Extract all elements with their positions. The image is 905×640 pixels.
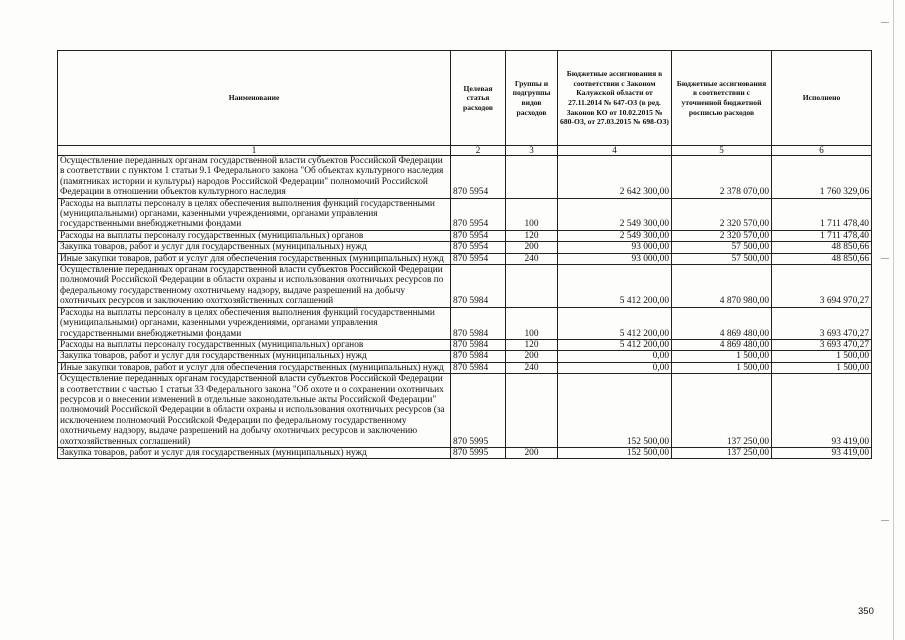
row-done-amount: 93 419,00 xyxy=(772,374,872,448)
row-name: Закупка товаров, работ и услуг для государственных (муниципальных) нужд xyxy=(58,447,451,458)
table-row xyxy=(58,447,872,458)
row-done-amount: 1 500,00 xyxy=(772,362,872,373)
header-row xyxy=(58,51,872,146)
row-done-amount: 1 711 478,40 xyxy=(772,198,872,230)
row-group-code: 200 xyxy=(506,242,558,253)
scan-edge-tick xyxy=(881,258,889,259)
table-row xyxy=(58,339,872,350)
row-target-code: 870 5995 xyxy=(451,374,506,448)
scan-edge-line xyxy=(893,0,894,640)
row-law-amount: 5 412 200,00 xyxy=(558,265,672,308)
row-name: Расходы на выплаты персоналу государственных (муниципальных) органов xyxy=(58,339,451,350)
row-done-amount: 48 850,66 xyxy=(772,242,872,253)
row-target-code: 870 5984 xyxy=(451,265,506,308)
table-row xyxy=(58,230,872,241)
row-law-amount: 93 000,00 xyxy=(558,253,672,264)
row-refined-amount: 2 320 570,00 xyxy=(672,230,772,241)
row-refined-amount: 57 500,00 xyxy=(672,242,772,253)
row-target-code: 870 5954 xyxy=(451,253,506,264)
row-name: Иные закупки товаров, работ и услуг для обеспечения государственных (муниципальных) нужд xyxy=(58,253,451,264)
column-number: 3 xyxy=(506,146,558,156)
header-target: Целевая статья расходов xyxy=(451,51,506,146)
row-group-code xyxy=(506,156,558,199)
row-group-code xyxy=(506,265,558,308)
column-number: 1 xyxy=(58,146,451,156)
row-refined-amount: 137 250,00 xyxy=(672,447,772,458)
row-refined-amount: 137 250,00 xyxy=(672,374,772,448)
row-target-code: 870 5954 xyxy=(451,156,506,199)
row-done-amount: 93 419,00 xyxy=(772,447,872,458)
table-row xyxy=(58,198,872,230)
budget-table xyxy=(57,50,872,459)
row-target-code: 870 5984 xyxy=(451,351,506,362)
row-law-amount: 5 412 200,00 xyxy=(558,307,672,339)
column-number: 6 xyxy=(772,146,872,156)
row-done-amount: 1 760 329,06 xyxy=(772,156,872,199)
row-refined-amount: 2 378 070,00 xyxy=(672,156,772,199)
row-law-amount: 5 412 200,00 xyxy=(558,339,672,350)
row-group-code: 200 xyxy=(506,447,558,458)
row-law-amount: 2 549 300,00 xyxy=(558,230,672,241)
row-refined-amount: 4 870 980,00 xyxy=(672,265,772,308)
header-law: Бюджетные ассигнования в соответствии с Законом Калужской области от 27.11.2014 № 647-ОЗ (в ред. Законов КО от 10.02.2015 № 680-ОЗ, от 27.03.2015 № 698-ОЗ) xyxy=(558,51,672,146)
row-law-amount: 2 642 300,00 xyxy=(558,156,672,199)
row-law-amount: 93 000,00 xyxy=(558,242,672,253)
row-name: Расходы на выплаты персоналу в целях обеспечения выполнения функций государственными (муниципальными) органами, казенными учреждениями, органами управления государственными внебюджетными фондами xyxy=(58,307,451,339)
header-refined: Бюджетные ассигнования в соответствии с уточненной бюджетной росписью расходов xyxy=(672,51,772,146)
scan-edge-tick xyxy=(881,22,889,23)
table-row xyxy=(58,351,872,362)
row-group-code: 120 xyxy=(506,339,558,350)
row-group-code: 100 xyxy=(506,198,558,230)
row-refined-amount: 2 320 570,00 xyxy=(672,198,772,230)
header-group: Группы и подгруппы видов расходов xyxy=(506,51,558,146)
scan-edge-tick xyxy=(881,520,889,521)
row-target-code: 870 5995 xyxy=(451,447,506,458)
row-law-amount: 2 549 300,00 xyxy=(558,198,672,230)
row-done-amount: 1 711 478,40 xyxy=(772,230,872,241)
row-target-code: 870 5954 xyxy=(451,198,506,230)
row-name: Расходы на выплаты персоналу в целях обеспечения выполнения функций государственными (муниципальными) органами, казенными учреждениями, органами управления государственными внебюджетными фондами xyxy=(58,198,451,230)
table-row xyxy=(58,242,872,253)
row-refined-amount: 1 500,00 xyxy=(672,362,772,373)
row-target-code: 870 5984 xyxy=(451,339,506,350)
row-name: Иные закупки товаров, работ и услуг для обеспечения государственных (муниципальных) нужд xyxy=(58,362,451,373)
row-target-code: 870 5984 xyxy=(451,307,506,339)
row-law-amount: 152 500,00 xyxy=(558,447,672,458)
column-number: 2 xyxy=(451,146,506,156)
row-target-code: 870 5954 xyxy=(451,242,506,253)
row-refined-amount: 57 500,00 xyxy=(672,253,772,264)
row-done-amount: 3 693 470,27 xyxy=(772,307,872,339)
row-name: Закупка товаров, работ и услуг для государственных (муниципальных) нужд xyxy=(58,351,451,362)
row-done-amount: 3 694 970,27 xyxy=(772,265,872,308)
row-done-amount: 1 500,00 xyxy=(772,351,872,362)
table-row xyxy=(58,253,872,264)
row-law-amount: 0,00 xyxy=(558,362,672,373)
row-name: Осуществление переданных органам государственной власти субъектов Российской Федерации в соответствии с пунктом 1 статьи 9.1 Федерального закона "Об объектах культурного наследия (памятниках истории и культуры) народов Российской Федерации" полномочий Российской Федерации в отношении объектов культурного наследия xyxy=(58,156,451,199)
row-done-amount: 48 850,66 xyxy=(772,253,872,264)
table-row xyxy=(58,265,872,308)
table-row xyxy=(58,374,872,448)
column-number-row xyxy=(58,146,872,156)
header-name: Наименование xyxy=(58,51,451,146)
column-number: 4 xyxy=(558,146,672,156)
row-law-amount: 152 500,00 xyxy=(558,374,672,448)
row-name: Расходы на выплаты персоналу государственных (муниципальных) органов xyxy=(58,230,451,241)
row-target-code: 870 5954 xyxy=(451,230,506,241)
row-name: Закупка товаров, работ и услуг для государственных (муниципальных) нужд xyxy=(58,242,451,253)
row-group-code: 240 xyxy=(506,253,558,264)
table-row xyxy=(58,362,872,373)
row-name: Осуществление переданных органам государственной власти субъектов Российской Федерации полномочий Российской Федерации в области охраны и использования охотничьих ресурсов по федеральному государственному охотничьему надзору, выдаче разрешений на добычу охотничьих ресурсов и заключению охотхозяйственных соглашений xyxy=(58,265,451,308)
row-target-code: 870 5984 xyxy=(451,362,506,373)
header-done: Исполнено xyxy=(772,51,872,146)
row-group-code: 200 xyxy=(506,351,558,362)
table-row xyxy=(58,307,872,339)
row-refined-amount: 4 869 480,00 xyxy=(672,339,772,350)
row-refined-amount: 4 869 480,00 xyxy=(672,307,772,339)
row-law-amount: 0,00 xyxy=(558,351,672,362)
row-group-code: 120 xyxy=(506,230,558,241)
row-group-code: 240 xyxy=(506,362,558,373)
page-number: 350 xyxy=(858,606,874,617)
table-row xyxy=(58,156,872,199)
row-refined-amount: 1 500,00 xyxy=(672,351,772,362)
row-group-code xyxy=(506,374,558,448)
column-number: 5 xyxy=(672,146,772,156)
row-group-code: 100 xyxy=(506,307,558,339)
row-name: Осуществление переданных органам государственной власти субъектов Российской Федерации в соответствии с частью 1 статьи 33 Федерального закона "Об охоте и о сохранении охотничьих ресурсов и о внесении изменений в отдельные законодательные акты Российской Федерации" полномочий Российской Федерации в области охраны и использования охотничьих ресурсов (за исключением полномочий Российской Федерации по федеральному государственному охотничьему надзору, выдаче разрешений на добычу охотничьих ресурсов и заключению охотхозяйственных соглашений) xyxy=(58,374,451,448)
row-done-amount: 3 693 470,27 xyxy=(772,339,872,350)
